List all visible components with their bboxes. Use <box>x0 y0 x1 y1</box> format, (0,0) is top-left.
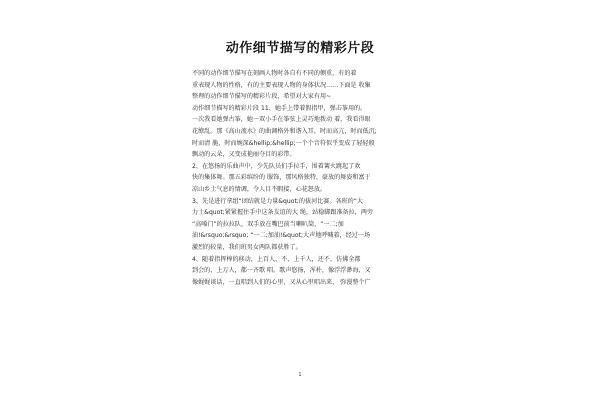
body-line: 飘动的云朵，又变成艳丽夺目的彩带。 <box>192 151 296 159</box>
body-line: “高嗓门”的拉拉队，双手放在嘴巴前当喇叭筒，“一二;加 <box>192 220 344 228</box>
body-line: 不同的动作细节描写在刻画人物时各自有不同的侧重，有的着 <box>192 70 357 77</box>
body-line: 花缭乱。那《高山流水》的曲调格外和谐入耳，时而高亢，时而低沉; <box>192 127 377 135</box>
body-line: 4、随着指挥棒的移动，上百人，不，上千人，还不，仿佛全都 <box>192 255 361 263</box>
body-line: 一次我看她弹古筝，她一双小手在筝弦上灵巧地拨动 着，我看得眼 <box>192 116 371 124</box>
body-line: 动作细节描写的精彩片段 11、她手上带着假指甲，弹击筝用的。 <box>192 104 367 112</box>
body-line: 快的集体舞。那五彩缤纷的 服饰，那风格独特、豪放的舞姿和富于 <box>192 174 371 182</box>
body-line: 重表现人物的性格，有的主要表现人物的身体状况……下面是 收集 <box>192 81 371 89</box>
body-line: 3、先是进行拿组“团结就是力量&quot;的拔河比赛。各班的“大 <box>192 197 363 205</box>
body-line: 凉山乡土气息的情调，令人目不暇接，心花怒放。 <box>192 185 327 193</box>
document-body <box>192 68 410 288</box>
body-line: 激烈的较量，我们班男女两队都获胜了。 <box>192 243 302 251</box>
body-line: 力士&quot;紧紧握住手中这条友谊的大 绳，站稳脚跟准备拉，两旁 <box>192 209 374 217</box>
body-line: 到会的，上万人，都一齐歌 唱。歌声悠扬，浑朴，像浮浮渺海，又 <box>192 267 371 275</box>
body-line: 整理的动作细节描写的精彩片段，希望对大家有用~ <box>192 93 332 101</box>
body-line: 像娓娓谈话，一直唱到人们的心里，又从心里唱出来， 弥漫整个广 <box>192 278 371 286</box>
body-line: 油!&rsquo;&rsquo; “一二;加油!&quot;大声地呼喊着，经过一场 <box>192 232 371 240</box>
page-number: 1 <box>298 372 302 378</box>
body-line: 2、在悠扬的乐曲声中，少先队员们手拉手，围着篝火跳起了欢 <box>192 162 361 170</box>
body-line: 时而清 脆，时而婉深&hellip;&hellip;一个个音符似乎变成了轻轻般 <box>192 139 375 147</box>
document-title: 动作细节描写的精彩片段 <box>225 41 375 56</box>
